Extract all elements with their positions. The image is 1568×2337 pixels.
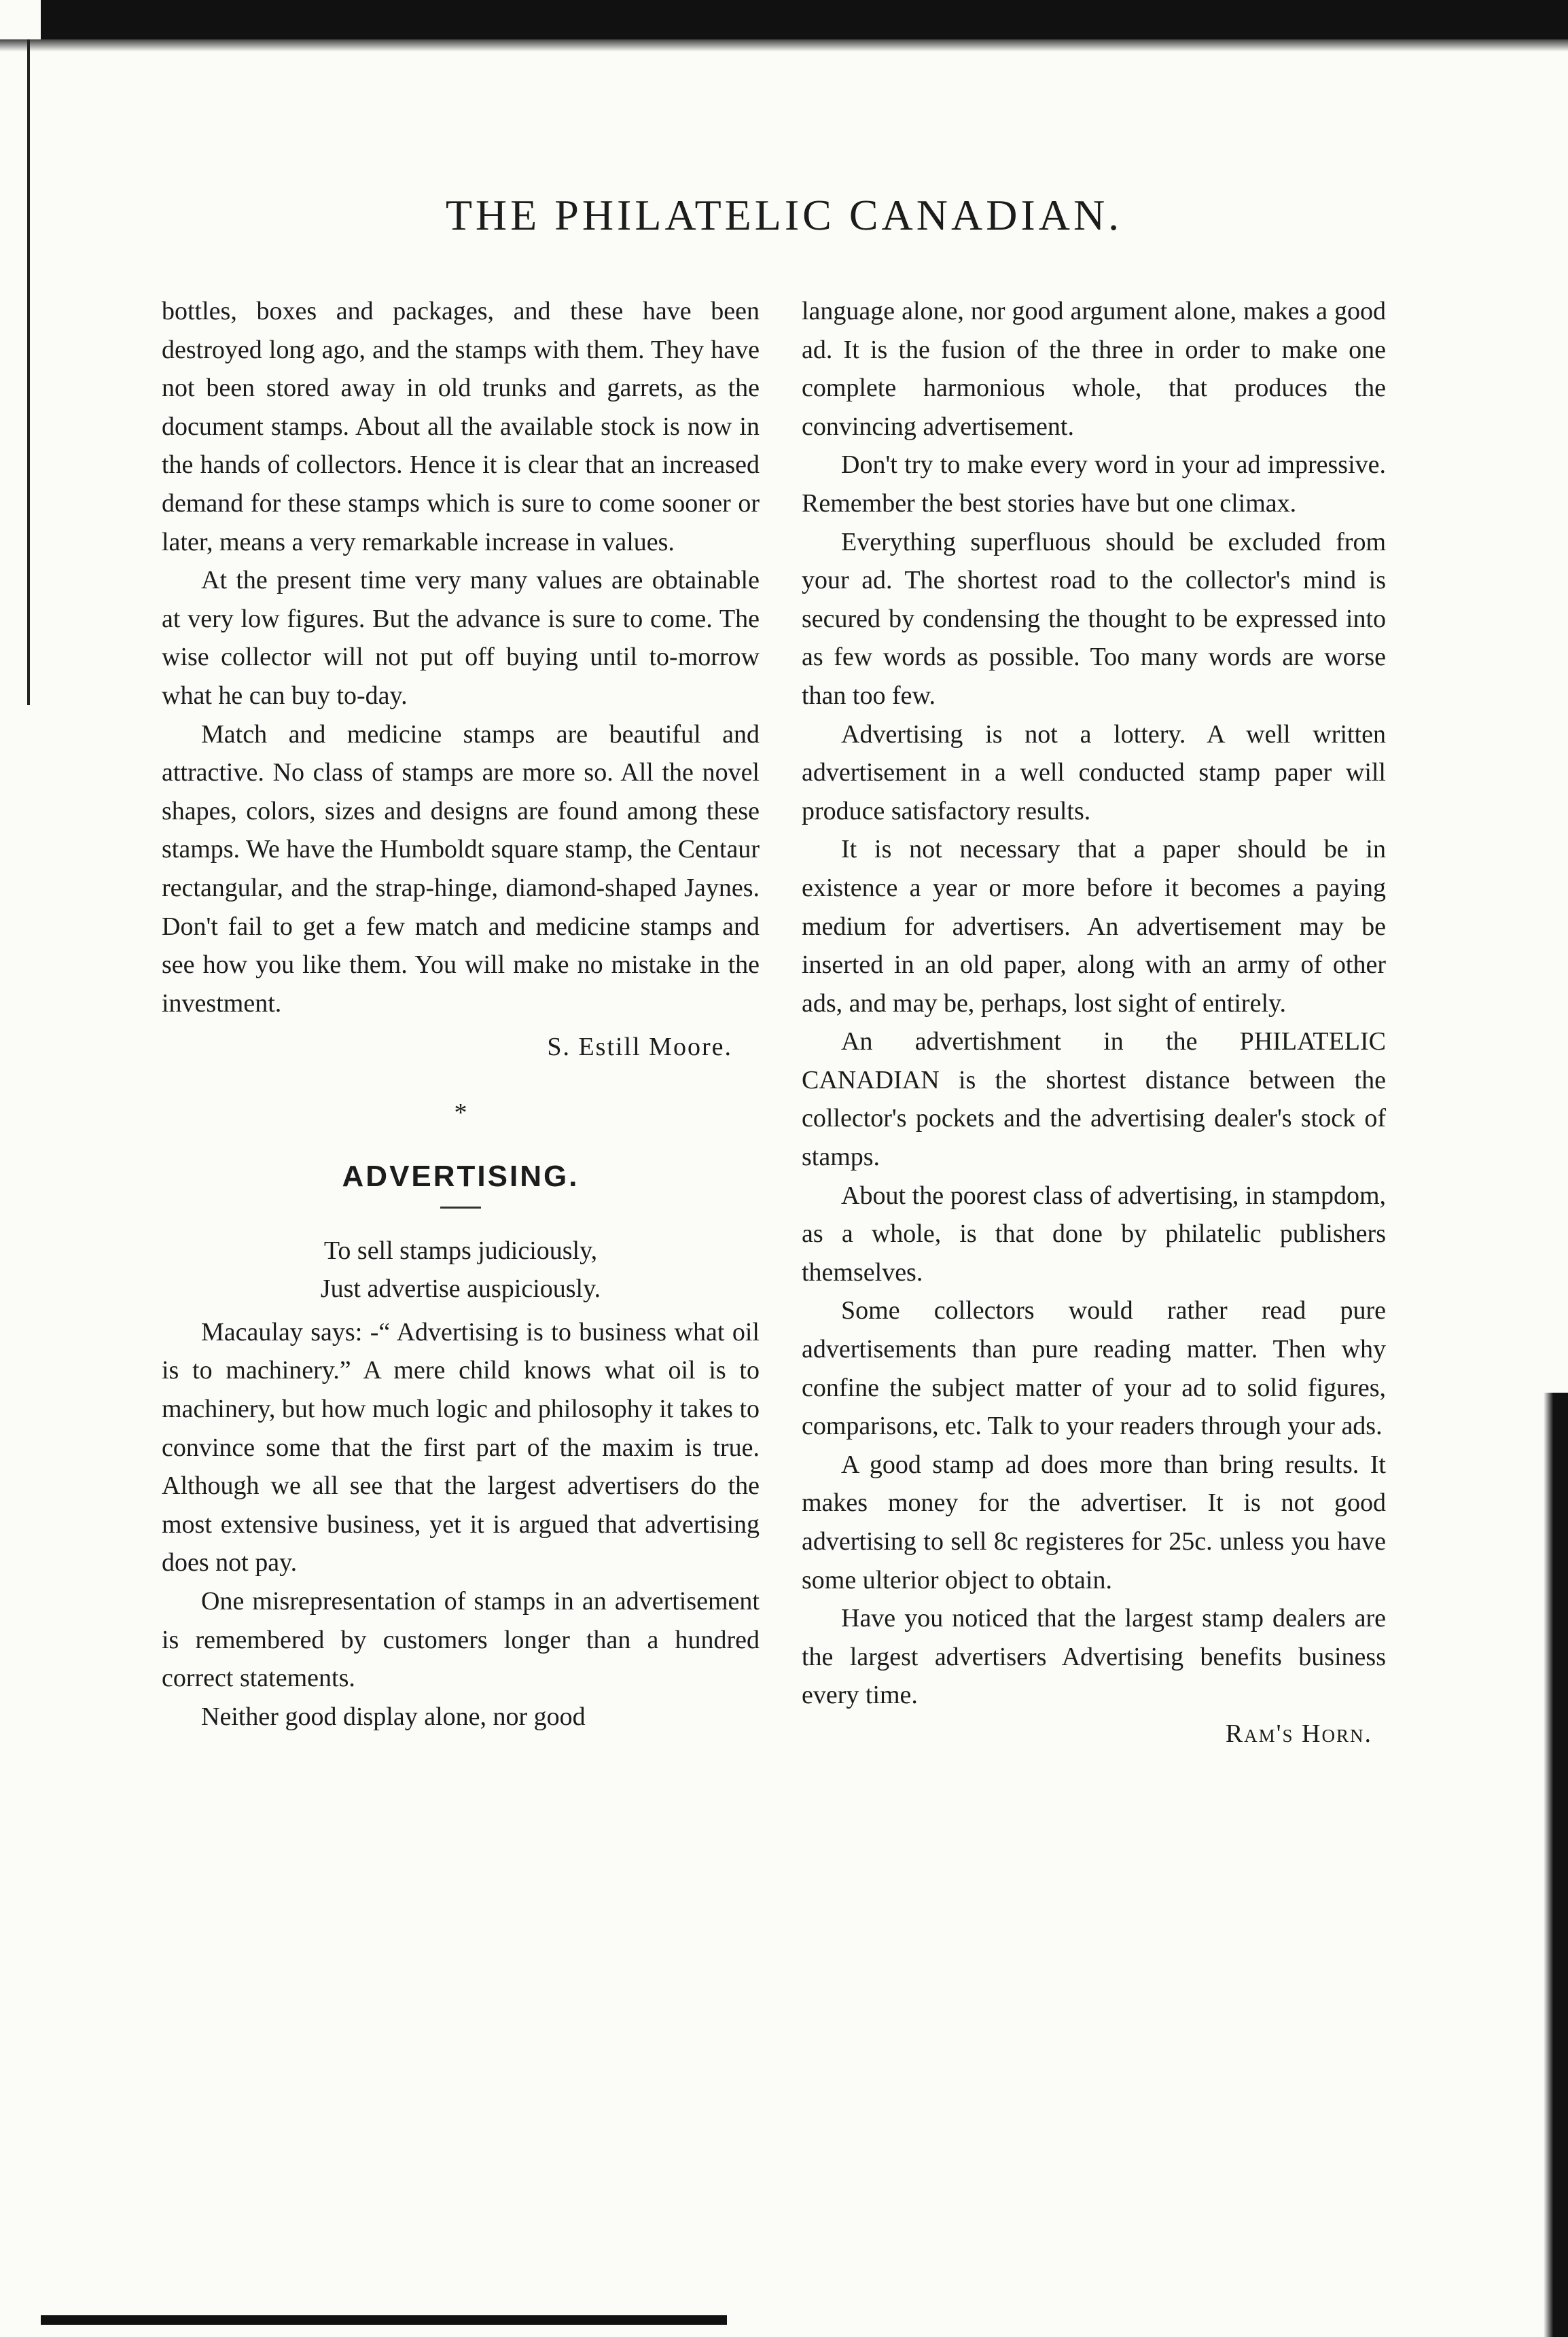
paragraph: Match and medicine stamps are beautiful and attractive. No class of stamps are more so. All the novel shapes, colors, sizes and designs are found among these stamps. We have the Humboldt square stamp, the Centaur rectangular, and the strap-hinge, diamond-shaped Jaynes. Don't fail to get a few match and medicine stamps and see how you like them. You will make no mistake in the investment. bbox=[162, 719, 760, 1018]
left-column bbox=[162, 292, 760, 1736]
page-header: THE PHILATELIC CANADIAN. bbox=[445, 191, 1123, 239]
paragraph: An advertishment in the PHILATELIC CANADIAN is the shortest distance between the collector's pockets and the advertising dealer's stock of stamps. bbox=[802, 1027, 1386, 1172]
article-byline: Ram's Horn. bbox=[1225, 1719, 1372, 1748]
section-title: ADVERTISING. bbox=[342, 1159, 580, 1193]
paragraph: One misrepresentation of stamps in an advertisement is remembered by customers longer than a hundred correct statements. bbox=[162, 1587, 760, 1693]
paragraph: Macaulay says: -“ Advertising is to business what oil is to machinery.” A mere child knows what oil is to machinery, but how much logic and philosophy it takes to convince some that the first part of the maxim is true. Although we all see that the largest advertisers do the most extensive business, yet it is argued that advertising does not pay. bbox=[162, 1317, 760, 1577]
bottom-border-rule bbox=[41, 2315, 727, 2325]
paragraph: Advertising is not a lottery. A well written advertisement in a well conducted stamp paper will produce satisfactory results. bbox=[802, 719, 1386, 825]
paragraph: Neither good display alone, nor good bbox=[201, 1702, 586, 1731]
paragraph: Some collectors would rather read pure advertisements than pure reading matter. Then why confine the subject matter of your ad to solid figures, comparisons, etc. Talk to your readers through your ads. bbox=[802, 1296, 1386, 1441]
author-signature: S. Estill Moore. bbox=[547, 1033, 732, 1062]
paragraph: Don't try to make every word in your ad impressive. Remember the best stories have but one climax. bbox=[802, 450, 1386, 518]
top-border-shadow bbox=[0, 39, 1568, 52]
top-border-bar bbox=[41, 0, 1568, 39]
paragraph: About the poorest class of advertising, in stampdom, as a whole, is that done by philatelic publishers themselves. bbox=[802, 1181, 1386, 1287]
verse-line: To sell stamps judiciously, bbox=[323, 1236, 598, 1265]
paragraph: It is not necessary that a paper should be in existence a year or more before it becomes a paying medium for advertisers. An advertisement may be inserted in an old paper, along with an army of other ads, and may be, perhaps, lost sight of entirely. bbox=[802, 835, 1386, 1018]
right-edge-shadow bbox=[1544, 1393, 1568, 2337]
paragraph: At the present time very many values are obtainable at very low figures. But the advance is sure to come. The wise collector will not put off buying until to-morrow what he can buy to-day. bbox=[162, 566, 760, 710]
paragraph: bottles, boxes and packages, and these have been destroyed long ago, and the stamps with them. They have not been stored away in old trunks and garrets, as the document stamps. About all the available stock is now in the hands of collectors. Hence it is clear that an increased demand for these stamps which is sure to come sooner or later, means a very remarkable increase in values. bbox=[162, 297, 760, 556]
verse-line: Just advertise auspiciously. bbox=[320, 1274, 601, 1303]
paragraph: language alone, nor good argument alone, makes a good ad. It is the fusion of the three in order to make one complete harmonious whole, that produces the convincing advertisement. bbox=[802, 297, 1386, 441]
paragraph: Everything superfluous should be excluded from your ad. The shortest road to the collector's mind is secured by condensing the thought to be expressed into as few words as possible. Too many words are worse than too few. bbox=[802, 527, 1386, 710]
section-divider: * bbox=[454, 1098, 467, 1127]
title-underline bbox=[440, 1207, 481, 1209]
left-margin-rule bbox=[27, 39, 30, 705]
right-column bbox=[802, 292, 1386, 1753]
paragraph: A good stamp ad does more than bring results. It makes money for the advertiser. It is not good advertising to sell 8c registeres for 25c. unless you have some ulterior object to obtain. bbox=[802, 1450, 1386, 1594]
paragraph: Have you noticed that the largest stamp dealers are the largest advertisers Advertising benefits business every time. bbox=[802, 1604, 1386, 1710]
